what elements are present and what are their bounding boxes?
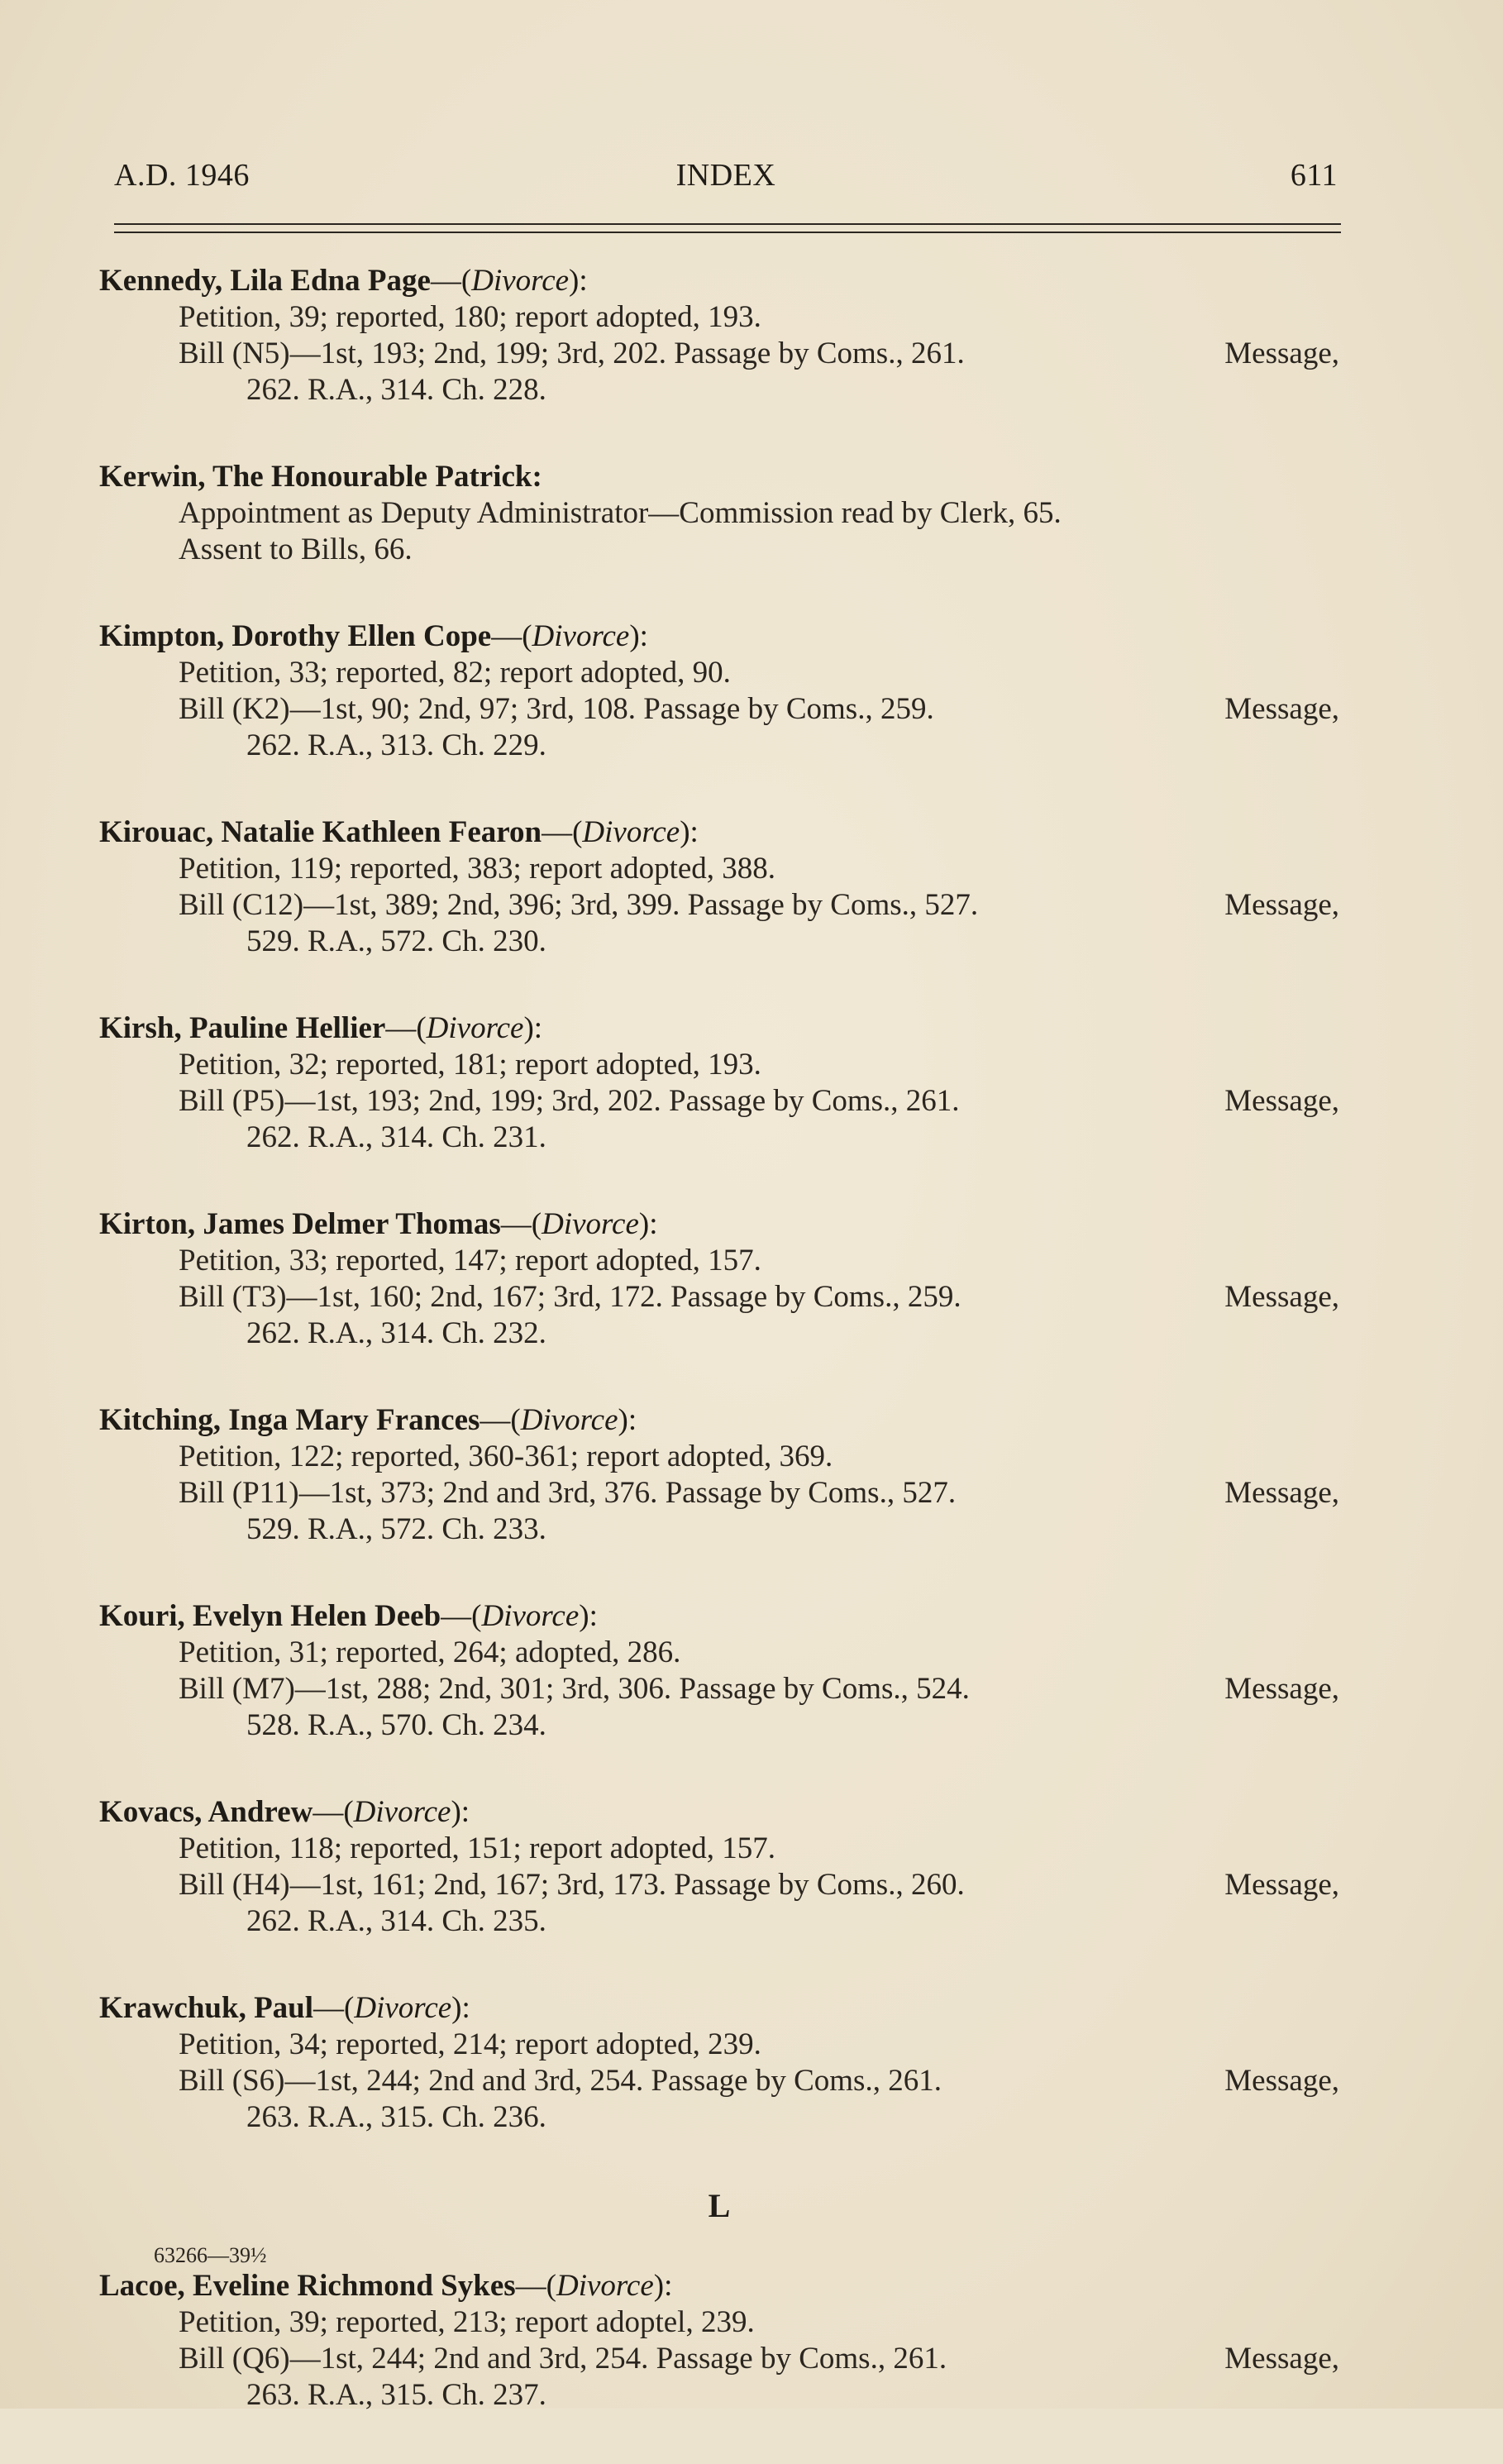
index-entry [99, 2268, 1339, 2414]
entry-separator-end: ): [451, 1991, 470, 2025]
entry-separator-end: ): [523, 1011, 543, 1045]
entry-separator: —( [480, 1403, 521, 1437]
entry-separator-end: ): [638, 1207, 658, 1241]
entry-bill-row [99, 887, 1339, 924]
index-entries [99, 263, 1339, 2464]
entry-bill-row [99, 1475, 1339, 1511]
entry-separator: —( [385, 1011, 427, 1045]
entry-bill-row [99, 1867, 1339, 1903]
entry-petition: Petition, 33; reported, 82; report adopted, 90. [179, 656, 731, 690]
entry-name: Kerwin, The Honourable Patrick [99, 460, 532, 494]
entry-message: Message, [1224, 888, 1339, 922]
entry-separator-end: ): [569, 264, 588, 298]
entry-petition: Petition, 32; reported, 181; report adopted, 193. [179, 1048, 761, 1082]
entry-kind: Divorce [426, 1011, 524, 1045]
entry-message: Message, [1224, 1280, 1339, 1314]
index-entry [99, 459, 1339, 568]
entry-bill: Bill (H4)—1st, 161; 2nd, 167; 3rd, 173. Passage by Coms., 260. [179, 1868, 965, 1902]
printer-code: 63266—39½ [154, 2243, 267, 2267]
entry-bill-row [99, 2063, 1339, 2099]
entry-bill-row [99, 2341, 1339, 2377]
entry-heading [99, 2268, 1339, 2304]
section-letter: L [708, 2187, 731, 2224]
entry-name: Kirouac, Natalie Kathleen Fearon [99, 815, 542, 849]
entry-heading [99, 1598, 1339, 1635]
entry-separator-end: ): [579, 1599, 598, 1633]
header-rule-top [114, 223, 1341, 225]
k-entries-list [99, 263, 1339, 2136]
entry-message: Message, [1224, 1868, 1339, 1902]
index-entry [99, 618, 1339, 764]
entry-petition: Petition, 34; reported, 214; report adopted, 239. [179, 2027, 761, 2061]
entry-message: Message, [1224, 1084, 1339, 1118]
entry-kind: Divorce [520, 1403, 618, 1437]
entry-name: Kennedy, Lila Edna Page [99, 264, 431, 298]
entry-continuation: 263. R.A., 315. Ch. 236. [246, 2100, 546, 2134]
entry-kind: Divorce [353, 1795, 451, 1829]
entry-heading [99, 618, 1339, 655]
entry-separator-end: ): [451, 1795, 470, 1829]
entry-heading [99, 1402, 1339, 1439]
entry-name: Krawchuk, Paul [99, 1991, 314, 2025]
entry-name: Kirton, James Delmer Thomas [99, 1207, 501, 1241]
entry-kind: Divorce [481, 1599, 580, 1633]
entry-name: Kimpton, Dorothy Ellen Cope [99, 619, 492, 653]
entry-separator: —( [441, 1599, 482, 1633]
entry-bill-row [99, 1083, 1339, 1120]
entry-bill: Bill (P11)—1st, 373; 2nd and 3rd, 376. Passage by Coms., 527. [179, 1476, 957, 1510]
entry-separator-end: ): [653, 2269, 673, 2303]
entry-separator-end: ): [680, 815, 699, 849]
entry-bill: Bill (N5)—1st, 193; 2nd, 199; 3rd, 202. Passage by Coms., 261. [179, 337, 965, 370]
entry-kind: Divorce [556, 2269, 654, 2303]
entry-separator: —( [515, 2269, 556, 2303]
entry-separator: —( [313, 1991, 355, 2025]
entry-message: Message, [1224, 692, 1339, 726]
entry-name: Kitching, Inga Mary Frances [99, 1403, 480, 1437]
index-entry [99, 1990, 1339, 2136]
entry-bill-row [99, 1279, 1339, 1316]
entry-continuation: 528. R.A., 570. Ch. 234. [246, 1708, 546, 1742]
entry-continuation: 262. R.A., 314. Ch. 235. [246, 1904, 546, 1938]
entry-kind: Divorce [471, 264, 570, 298]
entry-message: Message, [1224, 1672, 1339, 1706]
entry-petition: Petition, 33; reported, 147; report adopted, 157. [179, 1244, 761, 1277]
entry-continuation: 262. R.A., 313. Ch. 229. [246, 728, 546, 762]
entry-continuation: 262. R.A., 314. Ch. 231. [246, 1120, 546, 1154]
entry-heading [99, 459, 1339, 495]
entry-name: Kouri, Evelyn Helen Deeb [99, 1599, 441, 1633]
entry-separator-end: ): [629, 619, 648, 653]
index-entry [99, 263, 1339, 408]
entry-bill: Bill (K2)—1st, 90; 2nd, 97; 3rd, 108. Passage by Coms., 259. [179, 692, 934, 726]
entry-bill-row [99, 691, 1339, 728]
entry-petition: Petition, 122; reported, 360-361; report adopted, 369. [179, 1440, 833, 1473]
entry-name: Kirsh, Pauline Hellier [99, 1011, 386, 1045]
entry-continuation: 262. R.A., 314. Ch. 228. [246, 373, 546, 407]
entry-continuation: 262. R.A., 314. Ch. 232. [246, 1316, 546, 1350]
entry-petition: Appointment as Deputy Administrator—Commission read by Clerk, 65. [179, 496, 1062, 530]
entry-separator: —( [491, 619, 532, 653]
entry-colon: : [532, 460, 542, 494]
entry-message: Message, [1224, 1476, 1339, 1510]
header-rule-bottom [114, 232, 1341, 233]
entry-kind: Divorce [354, 1991, 452, 2025]
page-number: 611 [1290, 158, 1338, 193]
entry-message: Message, [1224, 337, 1339, 370]
entry-separator: —( [430, 264, 472, 298]
entry-petition: Petition, 39; reported, 180; report adopted, 193. [179, 300, 761, 334]
entry-bill: Bill (M7)—1st, 288; 2nd, 301; 3rd, 306. Passage by Coms., 524. [179, 1672, 970, 1706]
entry-separator-end: ): [618, 1403, 637, 1437]
entry-bill: Bill (S6)—1st, 244; 2nd and 3rd, 254. Passage by Coms., 261. [179, 2064, 942, 2098]
entry-petition: Petition, 31; reported, 264; adopted, 286. [179, 1636, 681, 1669]
entry-bill: Bill (C12)—1st, 389; 2nd, 396; 3rd, 399. Passage by Coms., 527. [179, 888, 979, 922]
entry-bill-row [99, 336, 1339, 372]
entry-continuation: 529. R.A., 572. Ch. 230. [246, 924, 546, 958]
entry-continuation: 263. R.A., 315. Ch. 237. [246, 2378, 546, 2412]
header-year: A.D. 1946 [114, 158, 250, 193]
index-entry [99, 1010, 1339, 1156]
entry-separator: —( [313, 1795, 354, 1829]
entry-heading [99, 263, 1339, 299]
page-header [114, 157, 1338, 207]
entry-bill: Bill (T3)—1st, 160; 2nd, 167; 3rd, 172. Passage by Coms., 259. [179, 1280, 961, 1314]
entry-bill: Bill (P5)—1st, 193; 2nd, 199; 3rd, 202. Passage by Coms., 261. [179, 1084, 960, 1118]
entry-heading [99, 1990, 1339, 2027]
entry-kind: Divorce [532, 619, 630, 653]
index-entry [99, 1598, 1339, 1744]
index-entry [99, 1206, 1339, 1352]
entry-separator: —( [542, 815, 583, 849]
entry-heading [99, 1206, 1339, 1243]
entry-petition: Petition, 39; reported, 213; report adoptel, 239. [179, 2305, 755, 2339]
entry-bill-row [99, 1671, 1339, 1707]
entry-name: Lacoe, Eveline Richmond Sykes [99, 2269, 516, 2303]
entry-message: Message, [1224, 2342, 1339, 2376]
index-entry [99, 1794, 1339, 1940]
entry-message: Message, [1224, 2064, 1339, 2098]
index-entry [99, 1402, 1339, 1548]
entry-petition: Petition, 118; reported, 151; report adopted, 157. [179, 1831, 776, 1865]
entry-petition: Petition, 119; reported, 383; report adopted, 388. [179, 852, 776, 886]
entry-kind: Divorce [542, 1207, 639, 1241]
entry-heading [99, 1010, 1339, 1047]
entry-bill: Bill (Q6)—1st, 244; 2nd and 3rd, 254. Passage by Coms., 261. [179, 2342, 947, 2376]
entry-continuation: 529. R.A., 572. Ch. 233. [246, 1512, 546, 1546]
entry-bill: Assent to Bills, 66. [179, 532, 413, 566]
entry-heading [99, 814, 1339, 851]
entry-name: Kovacs, Andrew [99, 1795, 313, 1829]
entry-kind: Divorce [582, 815, 680, 849]
entry-separator: —( [500, 1207, 542, 1241]
header-title: INDEX [675, 158, 776, 193]
l-entries-list [99, 2268, 1339, 2414]
index-entry [99, 814, 1339, 960]
entry-heading [99, 1794, 1339, 1831]
